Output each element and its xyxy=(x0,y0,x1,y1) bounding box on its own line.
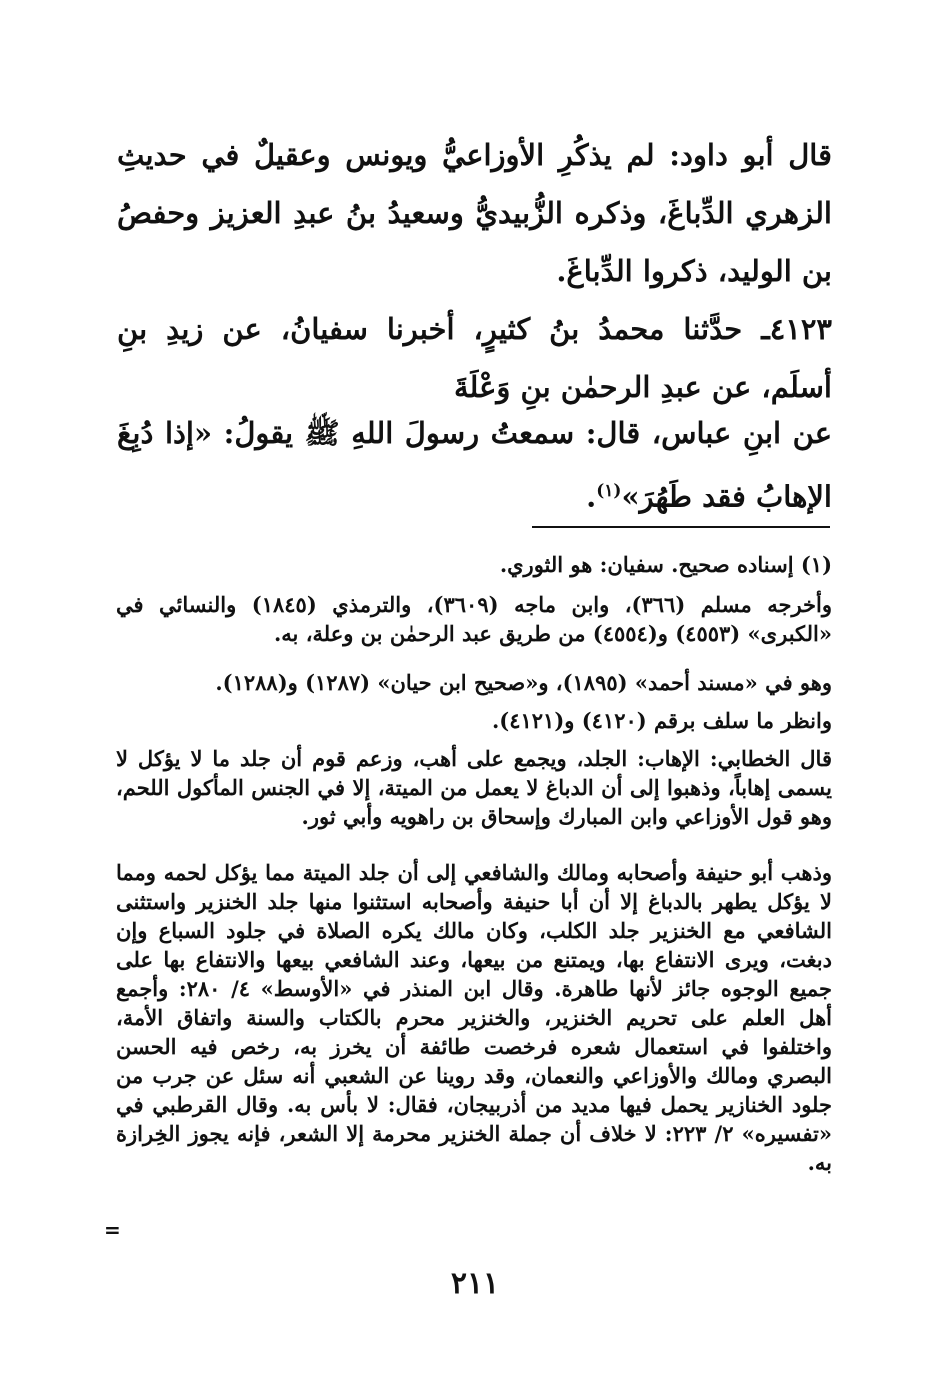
continuation-mark: = xyxy=(104,1218,121,1242)
footnote-reference: (١) xyxy=(596,481,622,501)
page-number: ٢١١ xyxy=(450,1266,500,1301)
hadith-matn-end: . xyxy=(586,479,597,514)
hadith-matn-text: عن ابنِ عباس، قال: سمعتُ رسولَ اللهِ ﷺ يقولُ: «إذا دُبِغَ الإهابُ فقد طَهُرَ» xyxy=(117,416,832,514)
footnote-divider xyxy=(532,526,830,528)
footnote-cross-reference: وانظر ما سلف برقم (٤١٢٠) و(٤١٢١). xyxy=(491,708,832,733)
text-paragraph-abu-dawud-comment: قال أبو داود: لم يذكُرِ الأوزاعيُّ ويونس وعقيلٌ في حديثِ الزهري الدِّباغَ، وذكره الزُّبيديُّ وسعيدُ بنُ عبدِ العزيز وحفصُ بن الوليد، ذكروا الدِّباغَ. xyxy=(117,138,832,288)
hadith-matn-paragraph xyxy=(117,404,832,526)
footnote-khattabi: قال الخطابي: الإهاب: الجلد، ويجمع على أهب، وزعم قوم أن جلد ما لا يؤكل لا يسمى إهاباً، وذهبوا إلى أن الدباغ لا يعمل من الميتة، إلا في الجنس المأكول اللحم، وهو قول الأوزاعي وابن المبارك وإسحاق بن راهويه وأبي ثور. xyxy=(116,746,832,829)
footnote-madhahib: وذهب أبو حنيفة وأصحابه ومالك والشافعي إلى أن جلد الميتة مما يؤكل لحمه ومما لا يؤكل يطهر بالدباغ إلا أن أبا حنيفة وأصحابه استثنوا منها جلد الخنزير واستثنى الشافعي مع الخنزير جلد الكلب، وكان مالك يكره الصلاة في جلود السباع وإن دبغت، ويرى الانتفاع بها، ويمتنع من بيعها، وعند الشافعي بيعها والانتفاع بها على جميع الوجوه جائز لأنها طاهرة. وقال ابن المنذر في «الأوسط» ٤/ ٢٨٠: وأجمع أهل العلم على تحريم الخنزير، والخنزير محرم بالكتاب والسنة واتفاق الأمة، واختلفوا في استعمال شعره فرخصت طائفة أن يخرز به، رخص فيه الحسن البصري ومالك والأوزاعي والنعمان، وقد روينا عن الشعبي أنه سئل عن جرب من جلود الخنازير يحمل فيها مديد من أذربيجان، فقال: لا بأس به. وقال القرطبي في «تفسيره» ٢/ ٢٢٣: لا خلاف أن جملة الخنزير محرمة إلا الشعر، فإنه يجوز الخِرازة به. xyxy=(116,860,833,1175)
footnote-takhrij: وأخرجه مسلم (٣٦٦)، وابن ماجه (٣٦٠٩)، والترمذي (١٨٤٥) والنسائي في «الكبرى» (٤٥٥٣) و(٤٥٥٤) من طريق عبد الرحمٰن بن وعلة، به. xyxy=(116,592,832,646)
footnote-1: (١) إسناده صحيح. سفيان: هو الثوري. xyxy=(499,552,832,577)
footnote-musnad: وهو في «مسند أحمد» (١٨٩٥)، و«صحيح ابن حيان» (١٢٨٧) و(١٢٨٨). xyxy=(215,670,832,695)
hadith-isnad-paragraph: ٤١٢٣ـ حدَّثنا محمدُ بنُ كثيرٍ، أخبرنا سفيانُ، عن زيدِ بنِ أسلَم، عن عبدِ الرحمٰن بنِ وَعْلَةَ xyxy=(117,312,832,404)
